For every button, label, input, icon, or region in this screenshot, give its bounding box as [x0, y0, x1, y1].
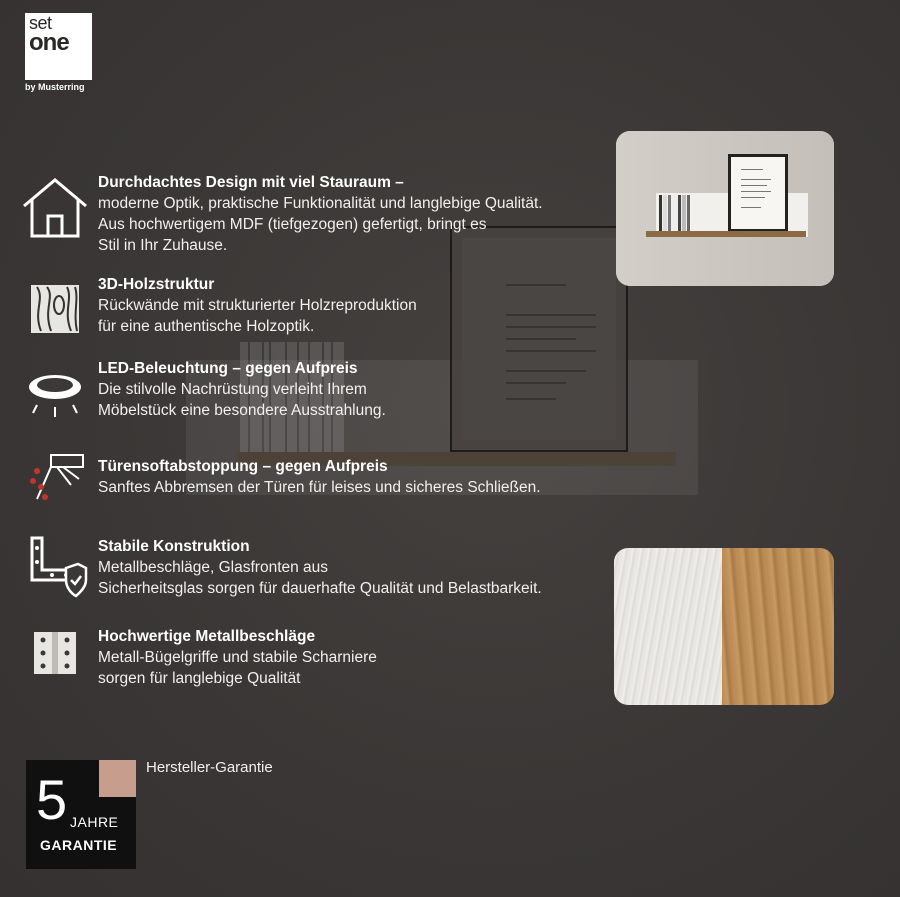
- feature-line: Rückwände mit strukturierter Holzreproduktion: [98, 297, 417, 314]
- guarantee-badge: [26, 760, 136, 869]
- feature-title: Stabile Konstruktion: [98, 538, 250, 555]
- oak-wood-swatch: [722, 548, 834, 705]
- bracket-shield-icon: [20, 532, 90, 602]
- feature-line: Sicherheitsglas sorgen für dauerhafte Qualität und Belastbarkeit.: [98, 580, 542, 597]
- feature-line: Die stilvolle Nachrüstung verleiht Ihrem: [98, 381, 367, 398]
- logo-byline: by Musterring: [25, 82, 85, 92]
- guarantee-unit: JAHRE: [70, 814, 119, 830]
- feature-line: Sanftes Abbremsen der Türen für leises und sicheres Schließen.: [98, 479, 541, 496]
- house-icon: [20, 172, 90, 242]
- material-swatch-photo: [614, 548, 834, 705]
- brand-logo: [25, 13, 92, 80]
- led-lamp-icon: [20, 356, 90, 426]
- feature-title: Türensoftabstoppung – gegen Aufpreis: [98, 458, 388, 475]
- feature-line: moderne Optik, praktische Funktionalität und langlebige Qualität.: [98, 195, 543, 212]
- feature-line: Möbelstück eine besondere Ausstrahlung.: [98, 402, 386, 419]
- feature-title: 3D-Holzstruktur: [98, 276, 215, 293]
- feature-title: LED-Beleuchtung – gegen Aufpreis: [98, 360, 358, 377]
- hinge-icon: [20, 618, 90, 688]
- badge-accent-square: [99, 760, 136, 797]
- feature-line: für eine authentische Holzoptik.: [98, 318, 315, 335]
- shelf-product-photo: [616, 131, 834, 286]
- soft-close-icon: [20, 446, 90, 516]
- feature-title: Durchdachtes Design mit viel Stauraum –: [98, 174, 404, 191]
- logo-line2: one: [29, 29, 69, 56]
- feature-line: Stil in Ihr Zuhause.: [98, 237, 228, 254]
- wood-grain-icon: [20, 274, 90, 344]
- feature-line: Aus hochwertigem MDF (tiefgezogen) gefertigt, bringt es: [98, 216, 487, 233]
- logo-line1: set: [29, 13, 52, 33]
- guarantee-word: GARANTIE: [40, 837, 118, 853]
- feature-line: Metall-Bügelgriffe und stabile Scharniere: [98, 649, 377, 666]
- guarantee-label: Hersteller-Garantie: [146, 759, 273, 776]
- feature-line: Metallbeschläge, Glasfronten aus: [98, 559, 329, 576]
- background-picture-frame: [450, 226, 628, 452]
- white-wood-swatch: [614, 548, 722, 705]
- guarantee-years: 5: [36, 768, 68, 831]
- feature-title: Hochwertige Metallbeschläge: [98, 628, 316, 645]
- feature-line: sorgen für langlebige Qualität: [98, 670, 301, 687]
